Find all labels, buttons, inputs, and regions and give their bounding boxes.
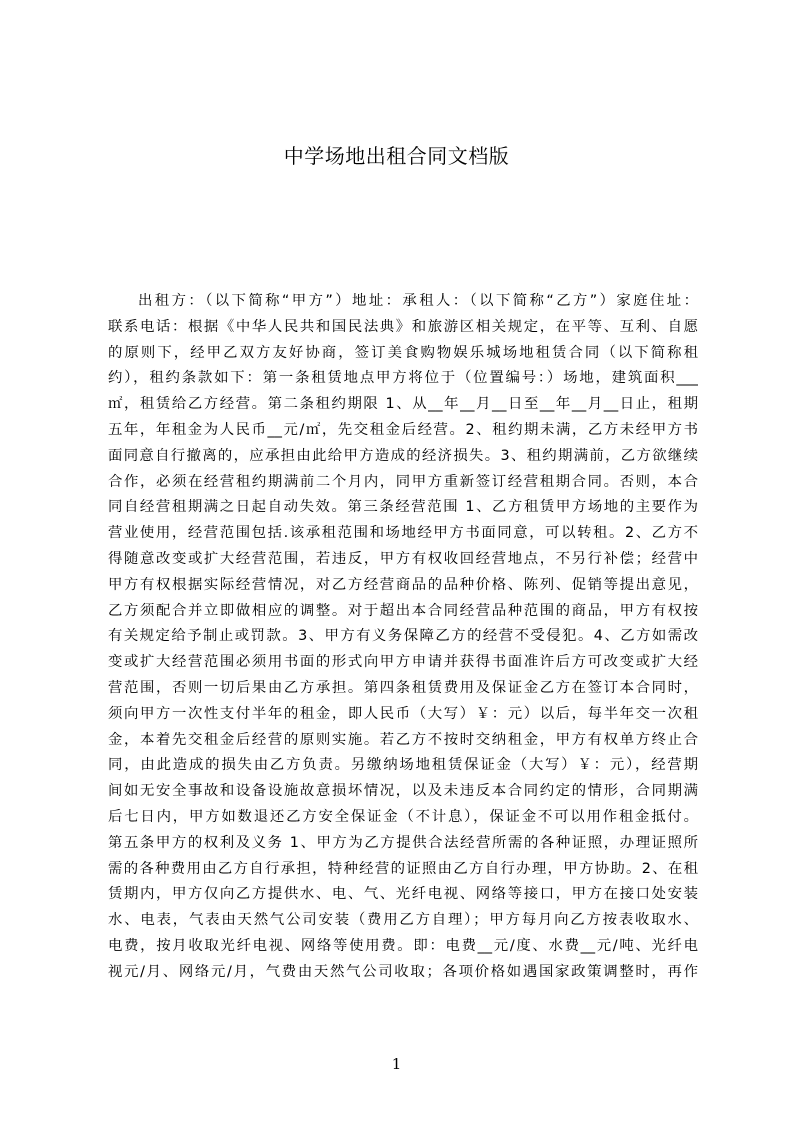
body-line: 合作，必须在经营租约期满前二个月内，同甲方重新签订经营租期合同。否则，本合 (108, 473, 698, 490)
body-line: 变或扩大经营范围必须用书面的形式向甲方申请并获得书面准许后方可改变或扩大经 (108, 654, 698, 671)
contract-body (108, 289, 698, 986)
body-line: 视元/月、网络元/月，气费由天然气公司收取；各项价格如遇国家政策调整时，再作 (108, 963, 698, 980)
body-line: 营范围，否则一切后果由乙方承担。第四条租赁费用及保证金乙方在签订本合同时， (108, 679, 698, 696)
body-line: 乙方须配合并立即做相应的调整。对于超出本合同经营品种范围的商品，甲方有权按 (108, 602, 698, 619)
body-line: 甲方有权根据实际经营情况，对乙方经营商品的品种价格、陈列、促销等提出意见， (108, 576, 698, 593)
body-line: 同自经营租期满之日起自动失效。第三条经营范围 1、乙方租赁甲方场地的主要作为 (108, 499, 698, 516)
body-line: 需的各种费用由乙方自行承担，特种经营的证照由乙方自行办理，甲方协助。2、在租 (108, 860, 698, 877)
body-line: 须向甲方一次性支付半年的租金，即人民币（大写）￥：元）以后，每半年交一次租 (108, 705, 698, 722)
body-line: 五年，年租金为人民币__元/㎡，先交租金后经营。2、租约期未满，乙方未经甲方书 (108, 421, 698, 438)
body-line: 得随意改变或扩大经营范围，若违反，甲方有权收回经营地点，不另行补偿；经营中 (108, 550, 698, 567)
body-line: 金，本着先交租金后经营的原则实施。若乙方不按时交纳租金，甲方有权单方终止合 (108, 731, 698, 748)
body-line: 同，由此造成的损失由乙方负责。另缴纳场地租赁保证金（大写）￥：元），经营期 (108, 757, 698, 774)
page-number: 1 (391, 1055, 402, 1073)
body-line: ㎡，租赁给乙方经营。第二条租约期限 1、从__年__月__日至__年__月__日止，租期 (108, 396, 698, 413)
body-line: 赁期内，甲方仅向乙方提供水、电、气、光纤电视、网络等接口，甲方在接口处安装 (108, 886, 698, 903)
body-line: 水、电表，气表由天然气公司安装（费用乙方自理）；甲方每月向乙方按表收取水、 (108, 912, 698, 929)
body-line: 联系电话：根据《中华人民共和国民法典》和旅游区相关规定，在平等、互利、自愿 (108, 318, 698, 335)
document-title: 中学场地出租合同文档版 (283, 144, 510, 168)
body-line: 面同意自行撤离的，应承担由此给甲方造成的经济损失。3、租约期满前，乙方欲继续 (108, 447, 698, 464)
body-line: 第五条甲方的权利及义务 1、甲方为乙方提供合法经营所需的各种证照，办理证照所 (108, 834, 698, 851)
body-line: 有关规定给予制止或罚款。3、甲方有义务保障乙方的经营不受侵犯。4、乙方如需改 (108, 628, 698, 645)
body-line: 出租方：（以下简称“甲方”）地址：承租人：（以下简称“乙方”）家庭住址： (138, 293, 698, 309)
body-line: 间如无安全事故和设备设施故意损坏情况，以及未违反本合同约定的情形，合同期满 (108, 783, 698, 800)
body-line: 约），租约条款如下：第一条租赁地点甲方将位于（位置编号：）场地，建筑面积___ (108, 370, 698, 387)
body-line: 后七日内，甲方如数退还乙方安全保证金（不计息），保证金不可以用作租金抵付。 (108, 808, 698, 825)
body-line: 的原则下，经甲乙双方友好协商，签订美食购物娱乐城场地租赁合同（以下简称租 (108, 344, 698, 361)
body-line: 营业使用，经营范围包括.该承租范围和场地经甲方书面同意，可以转租。2、乙方不 (108, 525, 698, 542)
body-line: 电费，按月收取光纤电视、网络等使用费。即：电费__元/度、水费__元/吨、光纤电 (108, 937, 698, 954)
